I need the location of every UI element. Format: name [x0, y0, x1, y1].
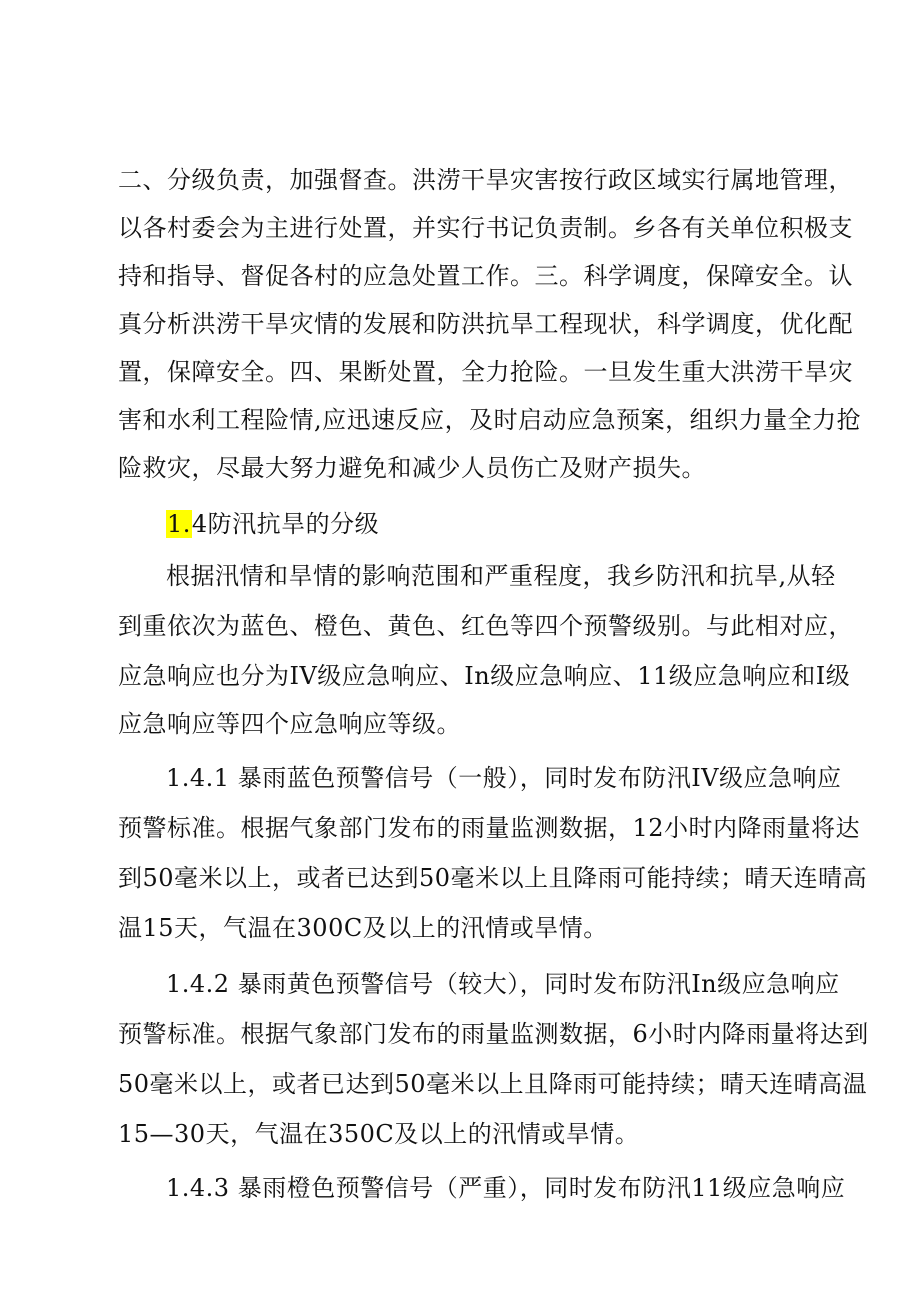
- paragraph-4-line-4: 15—30天，气温在350C及以上的汛情或旱情。: [118, 1120, 640, 1148]
- paragraph-1-line-5: 置，保障安全。四、果断处置，全力抢险。一旦发生重大洪涝干旱灾: [118, 358, 853, 386]
- paragraph-3-line-4: 温15天，气温在300C及以上的汛情或旱情。: [118, 914, 608, 942]
- paragraph-4-line-1: 1.4.2 暴雨黄色预警信号（较大），同时发布防汛In级应急响应: [166, 970, 840, 998]
- paragraph-2-line-2: 到重依次为蓝色、橙色、黄色、红色等四个预警级别。与此相对应，: [118, 612, 853, 640]
- paragraph-2-line-3: 应急响应也分为IV级应急响应、In级应急响应、11级应急响应和I级: [118, 662, 851, 690]
- paragraph-3-line-1: 1.4.1 暴雨蓝色预警信号（一般），同时发布防汛IV级应急响应: [166, 764, 842, 792]
- paragraph-1-line-6: 害和水利工程险情,应迅速反应，及时启动应急预案，组织力量全力抢: [118, 406, 862, 434]
- paragraph-4-line-2: 预警标准。根据气象部门发布的雨量监测数据，6小时内降雨量将达到: [118, 1020, 869, 1048]
- paragraph-5-line-1: 1.4.3 暴雨橙色预警信号（严重），同时发布防汛11级应急响应: [166, 1174, 846, 1202]
- paragraph-3-line-2: 预警标准。根据气象部门发布的雨量监测数据，12小时内降雨量将达: [118, 814, 861, 842]
- paragraph-2-line-4: 应急响应等四个应急响应等级。: [118, 710, 461, 738]
- heading-text: 4防汛抗旱的分级: [191, 510, 380, 538]
- section-heading: [166, 502, 379, 546]
- heading-highlighted-number: 1.: [167, 510, 191, 538]
- paragraph-1-line-1: 二、分级负责，加强督查。洪涝干旱灾害按行政区域实行属地管理，: [118, 166, 853, 194]
- paragraph-1-line-7: 险救灾，尽最大努力避免和减少人员伤亡及财产损失。: [118, 454, 706, 482]
- paragraph-1-line-2: 以各村委会为主进行处置，并实行书记负责制。乡各有关单位积极支: [118, 214, 853, 242]
- paragraph-3-line-3: 到50毫米以上，或者已达到50毫米以上且降雨可能持续；晴天连晴高: [118, 864, 868, 892]
- paragraph-1-line-3: 持和指导、督促各村的应急处置工作。三。科学调度，保障安全。认: [118, 262, 853, 290]
- paragraph-1-line-4: 真分析洪涝干旱灾情的发展和防洪抗旱工程现状，科学调度，优化配: [118, 310, 853, 338]
- paragraph-2-line-1: 根据汛情和旱情的影响范围和严重程度，我乡防汛和抗旱,从轻: [166, 562, 836, 590]
- paragraph-4-line-3: 50毫米以上，或者已达到50毫米以上且降雨可能持续；晴天连晴高温: [118, 1070, 868, 1098]
